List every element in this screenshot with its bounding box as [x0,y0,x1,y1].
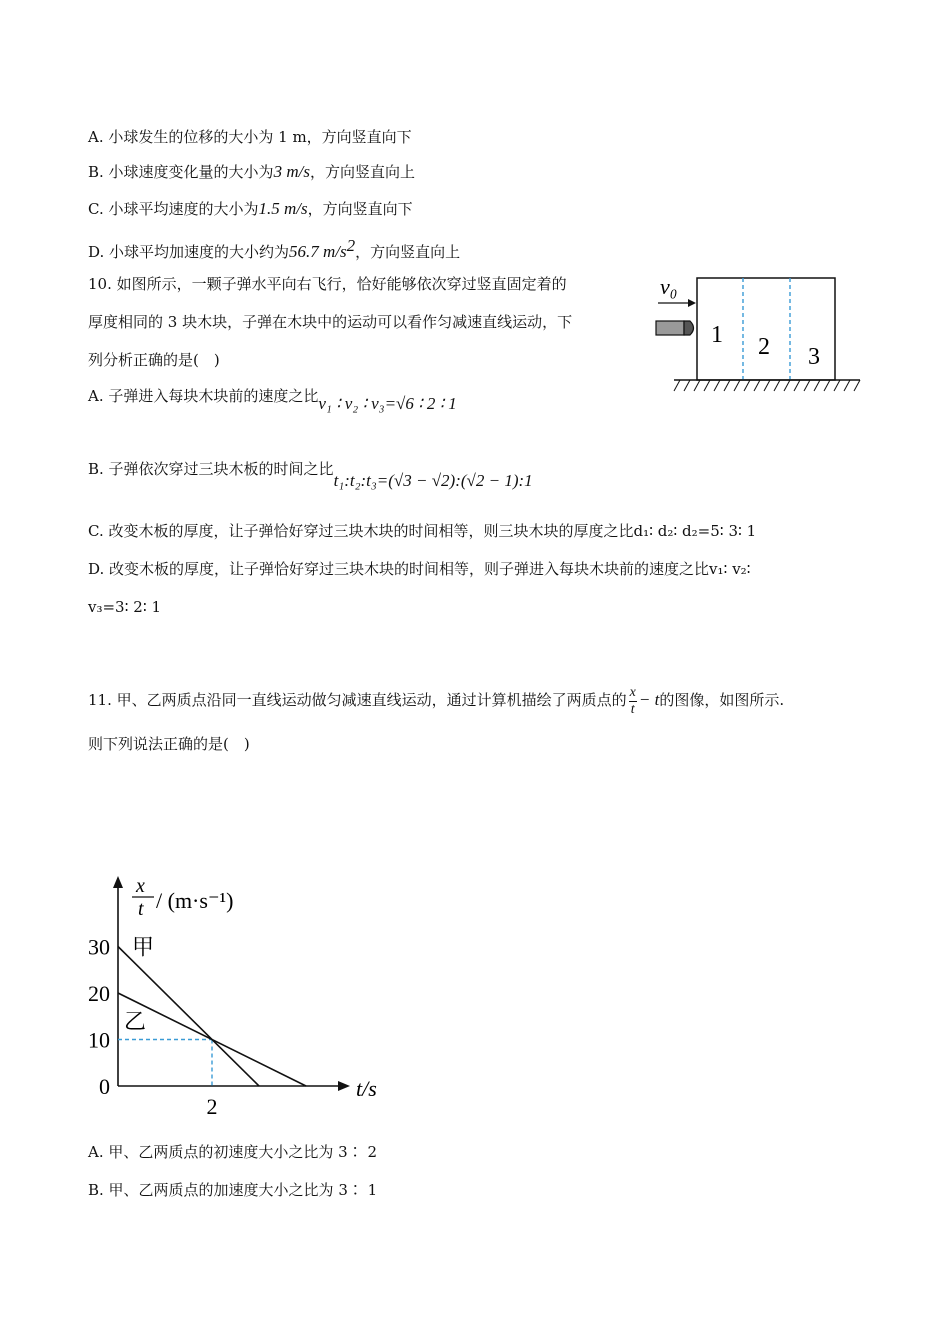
y-label-unit: / (m·s⁻¹) [156,888,234,913]
y-label-num: x [136,875,145,897]
q10-blocks-figure [650,270,865,400]
q10-option-b [88,459,533,490]
q9-option-c [88,199,413,219]
q11-option-b: B. 甲、乙两质点的加速度大小之比为 3∶ 1 [88,1181,378,1199]
q9-option-d-sup: 2 [346,236,356,255]
x-axis-arrowhead [338,1081,350,1091]
q9-option-b-math: 3 m/s [273,162,310,181]
velocity-arrowhead [688,299,696,307]
q10-option-b-math: t₁:t₂:t₃=(√3 − √2):(√2 − 1):1 [333,471,533,490]
q11-frac-den: t [630,701,635,717]
y-tick-label: 30 [88,934,110,960]
q9-option-d-suffix: ，方向竖直向上 [355,243,461,261]
block-label-3: 3 [808,344,820,370]
q11-frac-num: x [629,684,636,700]
q11-option-a: A. 甲、乙两质点的初速度大小之比为 3∶ 2 [88,1143,377,1161]
q10-stem-line1: 10. 如图所示，一颗子弹水平向右飞行，恰好能够依次穿过竖直固定着的 [88,275,567,293]
series-label-yi: 乙 [124,1009,147,1034]
q9-option-a: A. 小球发生的位移的大小为 1 m，方向竖直向下 [88,128,412,146]
q10-option-b-prefix: B. 子弹依次穿过三块木板的时间之比 [88,460,334,478]
q11-stem-line1 [88,680,784,720]
q10-option-a-prefix: A. 子弹进入每块木块前的速度之比 [88,387,319,405]
q10-option-d-line2: v₃=3∶ 2∶ 1 [88,598,162,616]
series-label-jia: 甲 [132,934,155,960]
q9-option-c-math: 1.5 m/s [258,199,308,218]
y-label-den: t [138,898,144,920]
q9-option-b-suffix: ，方向竖直向上 [309,163,415,181]
q9-option-c-prefix: C. 小球平均速度的大小为 [88,200,259,218]
figure-velocity-label: v₀ [660,274,678,299]
q10-option-d-line1: D. 改变木板的厚度，让子弹恰好穿过三块木块的时间相等，则子弹进入每块木块前的速度之比v₁∶ v₂∶ [88,560,751,578]
q11-stem-suffix: 的图像，如图所示. [659,691,785,709]
y-tick-label: 10 [88,1027,110,1053]
block-label-1: 1 [711,322,723,348]
q10-stem-line2: 厚度相同的 3 块木块，子弹在木块中的运动可以看作匀减速直线运动，下 [88,313,573,331]
q9-option-d-math: 56.7 m/s [289,242,347,261]
q9-option-d [88,236,460,262]
q9-option-b [88,162,415,182]
q9-option-b-prefix: B. 小球速度变化量的大小为 [88,163,274,181]
q11-stem-mid: − t [638,690,660,709]
q10-option-a-math: v₁ ∶ v₂ ∶ v₃=√6 ∶ 2 ∶ 1 [318,394,457,413]
q10-option-c: C. 改变木板的厚度，让子弹恰好穿过三块木块的时间相等，则三块木块的厚度之比d₁∶ d₂∶ d₂=5∶ 3∶ 1 [88,522,757,540]
q11-xt-t-chart [80,868,400,1123]
q10-option-a [88,386,457,413]
q9-option-d-prefix: D. 小球平均加速度的大小约为 [88,243,290,261]
y-tick-label: 0 [99,1074,110,1099]
x-label: t/s [356,1076,377,1101]
q11-stem-fraction [629,685,637,718]
ground-hatch [674,380,860,391]
q11-stem-prefix: 11. 甲、乙两质点沿同一直线运动做匀减速直线运动，通过计算机描绘了两质点的 [88,691,627,709]
x-tick-label: 2 [206,1094,218,1119]
q11-stem-line2: 则下列说法正确的是( ) [88,735,250,753]
bullet-icon [656,321,694,335]
y-tick-label: 20 [88,981,110,1006]
block-label-2: 2 [758,334,770,360]
y-axis-arrowhead [113,876,123,888]
q10-stem-line3: 列分析正确的是( ) [88,351,220,369]
q9-option-c-suffix: ，方向竖直向下 [307,200,413,218]
